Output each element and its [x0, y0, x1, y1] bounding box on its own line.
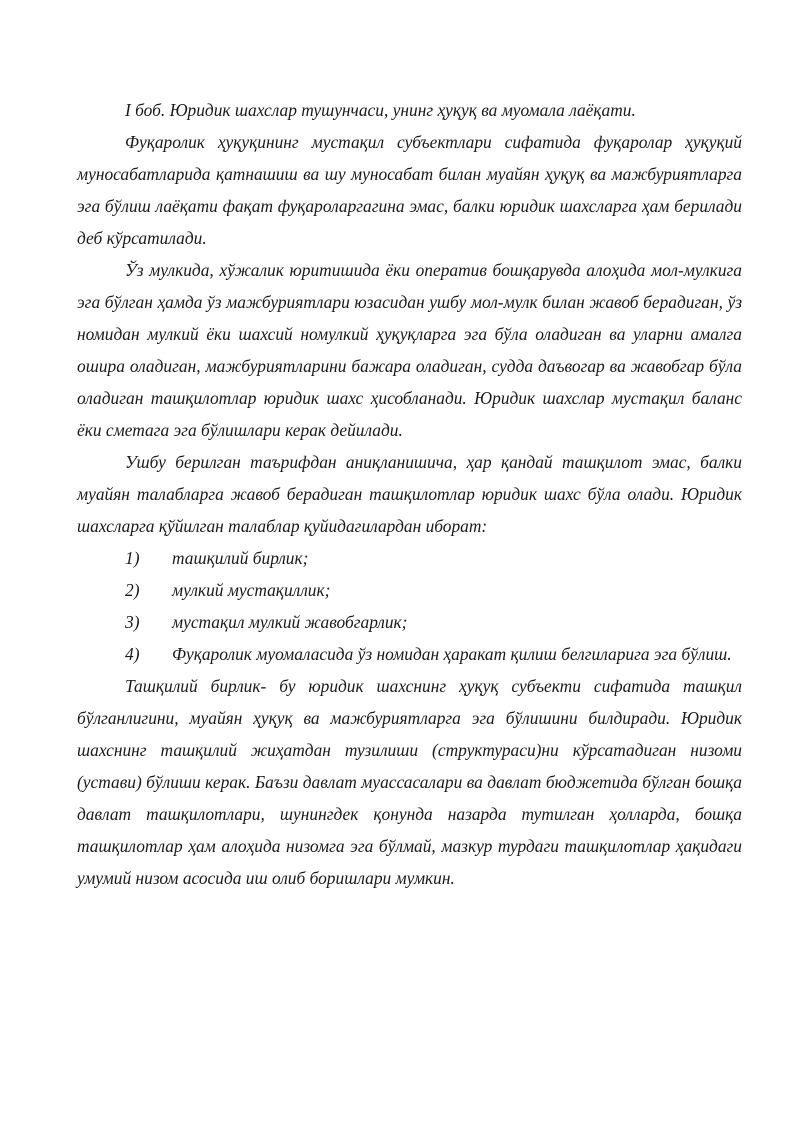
list-item-number: 3) — [125, 612, 140, 632]
list-item — [77, 606, 742, 638]
list-item-text: Фуқаролик муомаласида ўз номидан ҳаракат қилиш белгиларига эга бўлиш. — [172, 644, 732, 664]
list-item — [77, 638, 742, 670]
body-paragraph: Ушбу берилган таърифдан аниқланишича, ҳар қандай ташқилот эмас, балки муайян талабларга жавоб берадиган ташқилотлар юридик шахс бўла олади. Юридик шахсларга қўйилган талаблар қуйидагилардан иборат: — [77, 452, 742, 536]
list-item-text: ташқилий бирлик; — [172, 548, 309, 568]
list-item-number: 1) — [125, 548, 140, 568]
list-item — [77, 542, 742, 574]
list-item — [77, 574, 742, 606]
list-item-text: мулкий мустақиллик; — [172, 580, 331, 600]
closing-paragraph: Ташқилий бирлик- бу юридик шахснинг ҳуқуқ субъекти сифатида ташқил бўлганлигини, муайян ҳуқуқ ва мажбуриятларга эга бўлишини билдиради. Юридик шахснинг ташқилий жиҳатдан тузилиши (структураси)ни кўрсатадиган низоми (устави) бўлиши керак. Баъзи давлат муассасалари ва давлат бюджетида бўлган бошқа давлат ташқилотлари, шунингдек қонунда назарда тутилган ҳолларда, бошқа ташқилотлар ҳам алоҳида низомга эга бўлмай, мазкур турдаги ташқилотлар ҳақидаги умумий низом асосида иш олиб боришлари мумкин. — [77, 676, 742, 888]
chapter-heading: I боб. Юридик шахслар тушунчаси, унинг ҳуқуқ ва муомала лаёқати. — [125, 100, 636, 120]
document-body — [77, 94, 742, 894]
body-paragraph: Фуқаролик ҳуқуқининг мустақил субъектлари сифатида фуқаролар ҳуқуқий муносабатларида қатнашиш ва шу муносабат билан муайян ҳуқуқ ва мажбуриятларга эга бўлиш лаёқати фақат фуқароларгагина эмас, балки юридик шахсларга ҳам берилади деб кўрсатилади. — [77, 132, 742, 248]
list-item-number: 4) — [125, 644, 140, 664]
body-paragraph: Ўз мулкида, хўжалик юритишида ёки оператив бошқарувда алоҳида мол-мулкига эга бўлган ҳамда ўз мажбуриятлари юзасидан ушбу мол-мулк билан жавоб берадиган, ўз номидан мулкий ёки шахсий номулкий ҳуқуқларга эга бўла оладиган ва уларни амалга ошира оладиган, мажбуриятларини бажара оладиган, судда даъвогар ва жавобгар бўла оладиган ташқилотлар юридик шахс ҳисобланади. Юридик шахслар мустақил баланс ёки сметага эга бўлишлари керак дейилади. — [77, 260, 742, 440]
list-item-number: 2) — [125, 580, 140, 600]
list-item-text: мустақил мулкий жавобгарлик; — [172, 612, 408, 632]
